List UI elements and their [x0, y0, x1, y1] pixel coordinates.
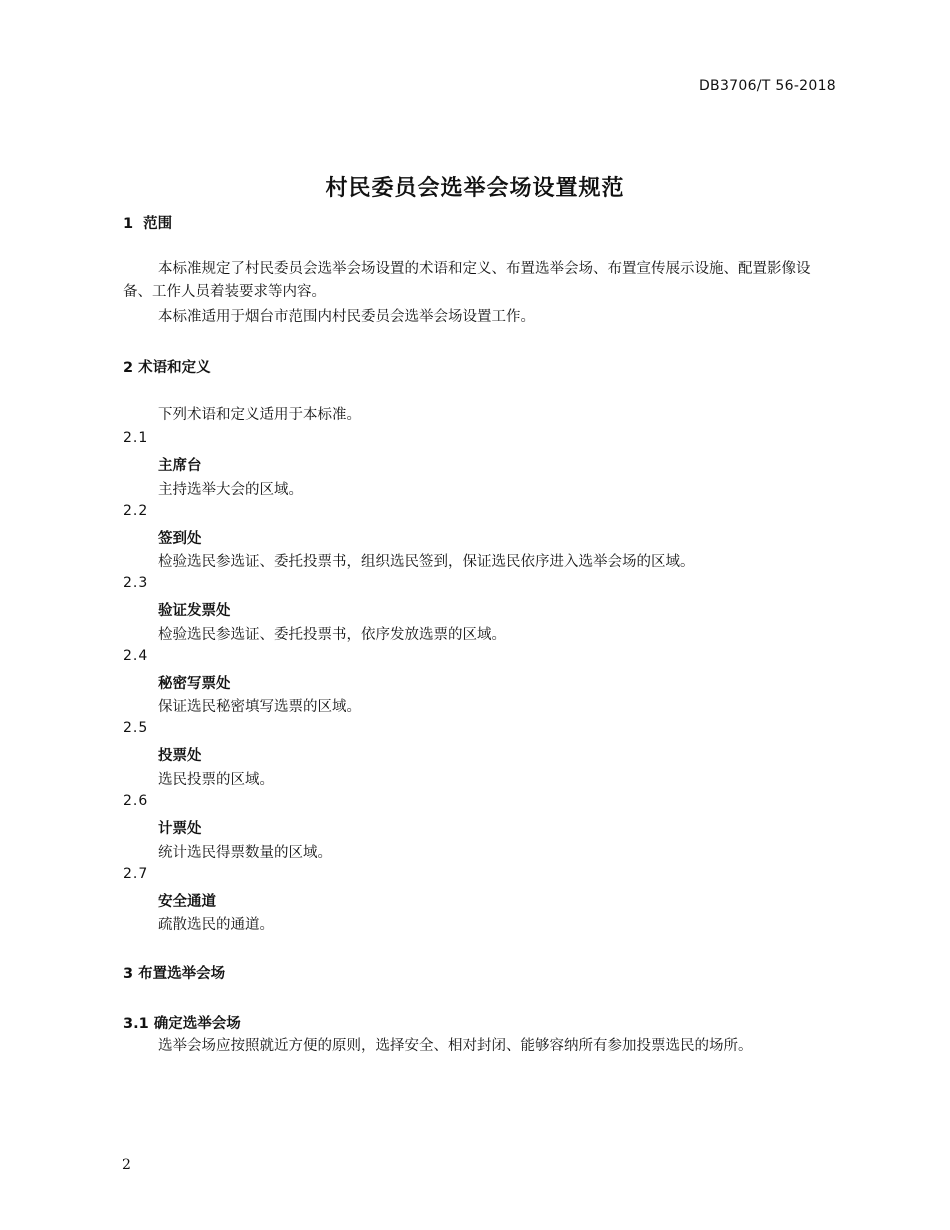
term-number: 2.6: [123, 793, 149, 809]
section-2-intro: 下列术语和定义适用于本标准。: [158, 407, 361, 423]
term-number: 2.5: [123, 720, 149, 736]
term-definition: 检验选民参选证、委托投票书，依序发放选票的区域。: [158, 627, 506, 643]
page-title: 村民委员会选举会场设置规范: [325, 176, 625, 201]
section-1-paragraph-2: 本标准适用于烟台市范围内村民委员会选举会场设置工作。: [158, 309, 535, 325]
term-name: 安全通道: [158, 894, 216, 910]
term-definition: 检验选民参选证、委托投票书，组织选民签到，保证选民依序进入选举会场的区域。: [158, 554, 695, 570]
term-definition: 选民投票的区域。: [158, 772, 274, 788]
term-definition: 统计选民得票数量的区域。: [158, 845, 332, 861]
section-1-paragraph-1: 本标准规定了村民委员会选举会场设置的术语和定义、布置选举会场、布置宣传展示设施、配置影像设备、工作人员着装要求等内容。: [123, 261, 811, 300]
term-definition: 疏散选民的通道。: [158, 917, 274, 933]
subsection-3-1-heading: 3.1 确定选举会场: [123, 1016, 241, 1032]
term-name: 签到处: [158, 531, 202, 547]
document-id: DB3706/T 56-2018: [698, 78, 836, 94]
term-name: 秘密写票处: [158, 676, 231, 692]
term-number: 2.1: [123, 430, 149, 446]
term-definition: 保证选民秘密填写选票的区域。: [158, 699, 361, 715]
term-definition: 主持选举大会的区域。: [158, 482, 303, 498]
page-number: 2: [122, 1157, 131, 1173]
subsection-3-1-paragraph: 选举会场应按照就近方便的原则，选择安全、相对封闭、能够容纳所有参加投票选民的场所。: [158, 1038, 753, 1054]
section-3-heading: 3 布置选举会场: [123, 966, 226, 982]
term-number: 2.4: [123, 648, 149, 664]
term-number: 2.7: [123, 866, 149, 882]
term-name: 验证发票处: [158, 603, 231, 619]
term-name: 主席台: [158, 458, 202, 474]
section-2-heading: 2 术语和定义: [123, 360, 211, 376]
term-name: 投票处: [158, 748, 202, 764]
term-number: 2.2: [123, 503, 149, 519]
section-1-heading: 1 范围: [123, 216, 173, 232]
term-name: 计票处: [158, 821, 202, 837]
term-number: 2.3: [123, 575, 149, 591]
